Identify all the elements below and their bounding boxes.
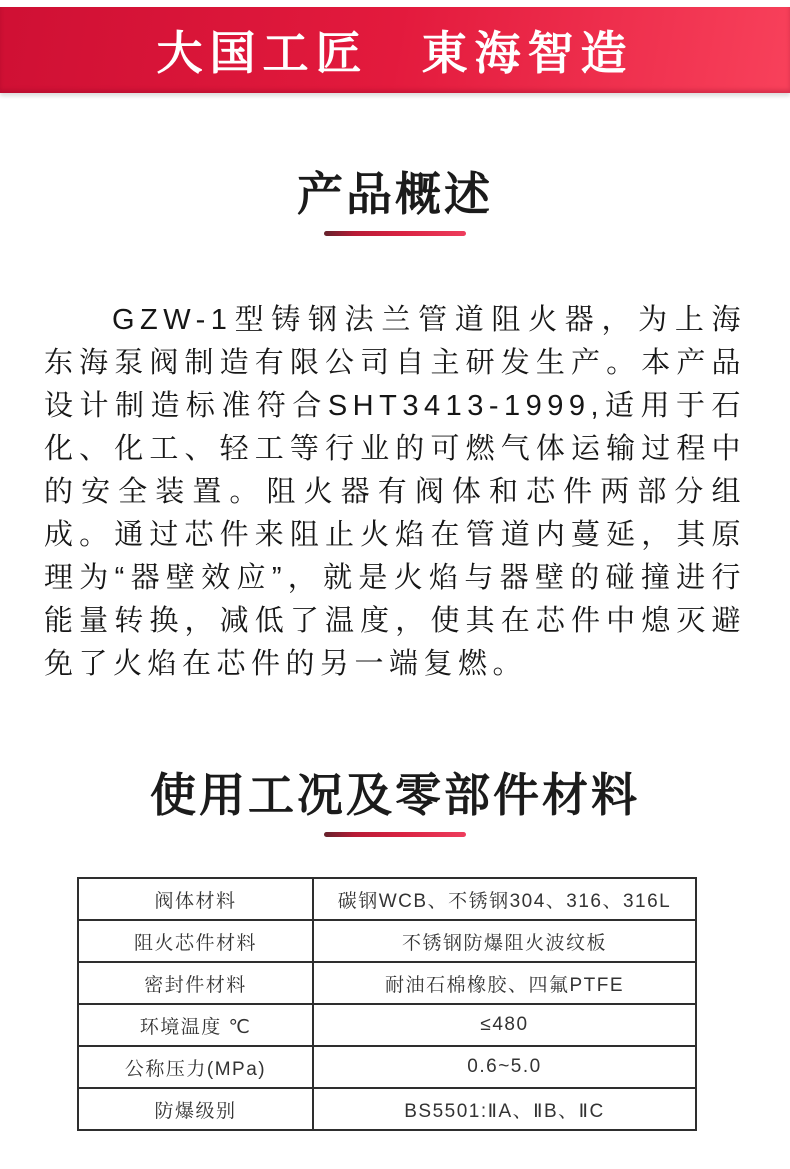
row-label: 密封件材料: [78, 962, 313, 1004]
row-value: ≤480: [313, 1004, 696, 1046]
row-value: 碳钢WCB、不锈钢304、316、316L: [313, 878, 696, 920]
brand-banner: [0, 7, 790, 93]
table-row-ambient-temperature: [78, 1004, 696, 1046]
row-label: 公称压力(MPa): [78, 1046, 313, 1088]
overview-title-underline: [324, 231, 466, 236]
row-value: BS5501:ⅡA、ⅡB、ⅡC: [313, 1088, 696, 1130]
row-value: 不锈钢防爆阻火波纹板: [313, 920, 696, 962]
overview-section-title: 产品概述: [297, 168, 493, 220]
row-value: 0.6~5.0: [313, 1046, 696, 1088]
table-row-flame-core-material: [78, 920, 696, 962]
table-row-valve-body-material: [78, 878, 696, 920]
materials-section: [0, 769, 790, 1131]
table-row-nominal-pressure: [78, 1046, 696, 1088]
overview-section: [0, 168, 790, 686]
row-value: 耐油石棉橡胶、四氟PTFE: [313, 962, 696, 1004]
materials-title-underline: [324, 832, 466, 837]
materials-section-title: 使用工况及零部件材料: [150, 769, 640, 821]
row-label: 阻火芯件材料: [78, 920, 313, 962]
table-row-explosion-proof-grade: [78, 1088, 696, 1130]
row-label: 环境温度 ℃: [78, 1004, 313, 1046]
banner-title: 大国工匠 東海智造: [156, 27, 634, 79]
row-label: 阀体材料: [78, 878, 313, 920]
row-label: 防爆级别: [78, 1088, 313, 1130]
overview-paragraph: GZW-1型铸钢法兰管道阻火器，为上海东海泵阀制造有限公司自主研发生产。本产品设计制造标准符合SHT3413-1999,适用于石化、化工、轻工等行业的可燃气体运输过程中的安全装置。阻火器有阀体和芯件两部分组成。通过芯件来阻止火焰在管道内蔓延，其原理为“器壁效应”，就是火焰与器壁的碰撞进行能量转换，减低了温度，使其在芯件中熄灭避免了火焰在芯件的另一端复燃。: [44, 304, 746, 680]
materials-spec-table: [77, 877, 697, 1131]
table-row-seal-material: [78, 962, 696, 1004]
product-detail-page: [0, 7, 790, 1169]
